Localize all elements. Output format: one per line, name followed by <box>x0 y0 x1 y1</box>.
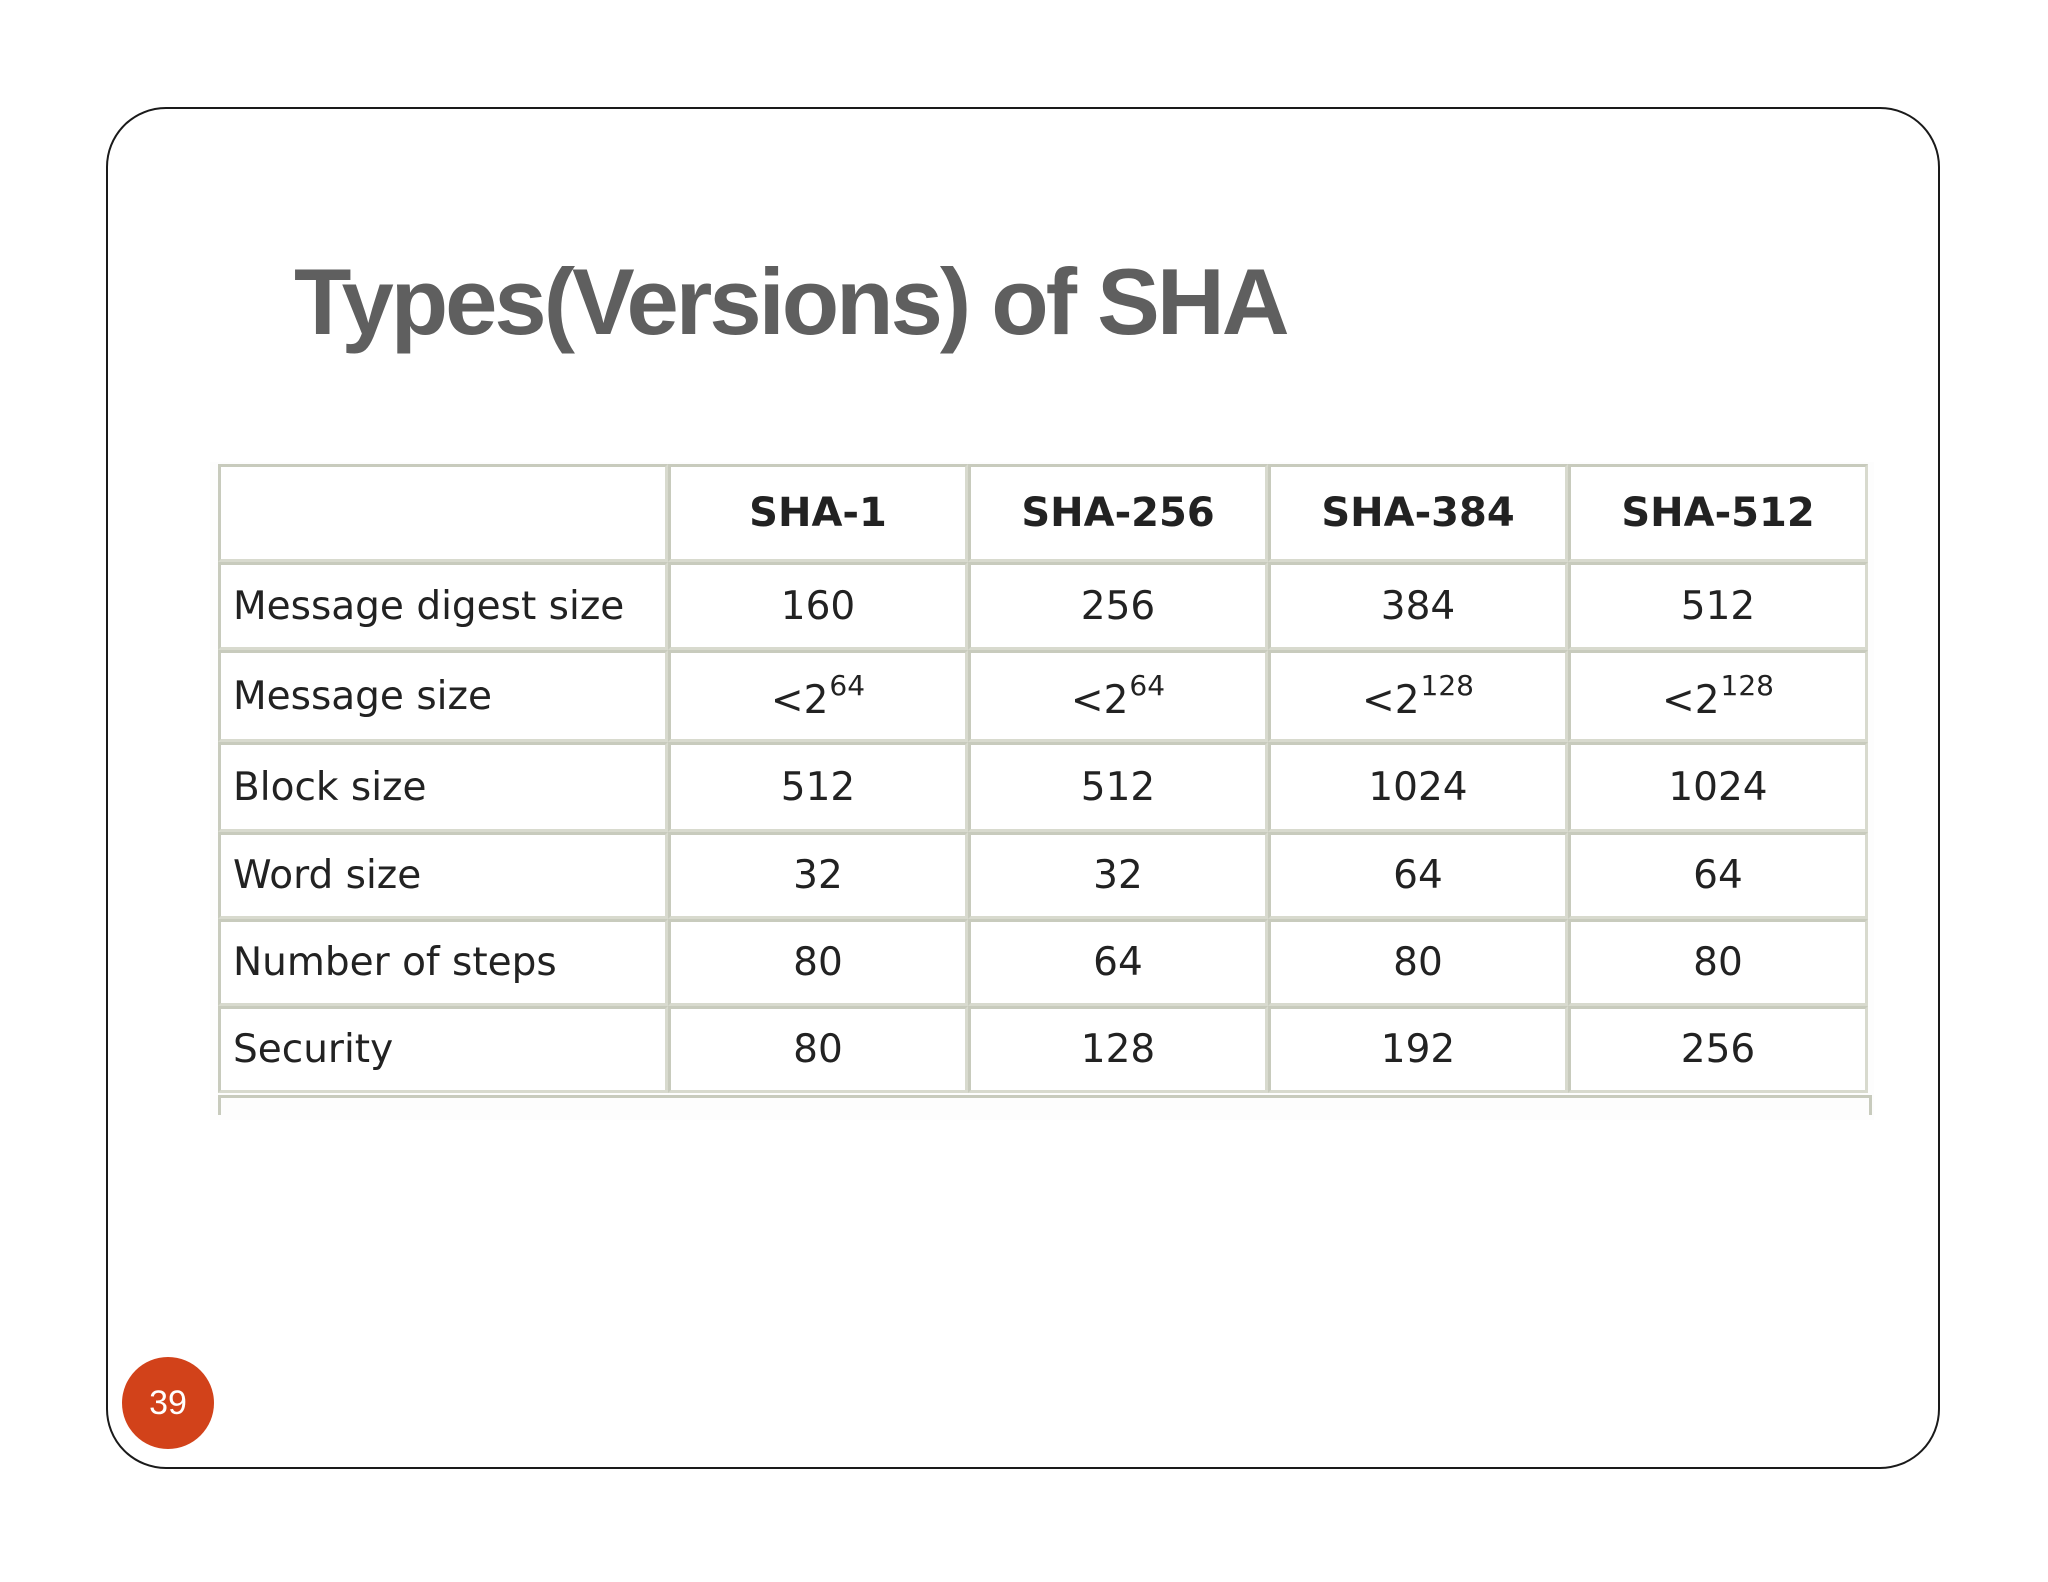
table-cell <box>968 650 1268 742</box>
table-row <box>218 742 1868 832</box>
table-cell: 256 <box>968 562 1268 650</box>
table-row <box>218 562 1868 650</box>
table-header-row <box>218 464 1868 562</box>
table-cell: 80 <box>668 919 968 1006</box>
table-cell: 80 <box>1568 919 1868 1006</box>
table-cell <box>1268 650 1568 742</box>
power-exponent: 128 <box>1420 669 1474 702</box>
table-cell: 160 <box>668 562 968 650</box>
row-label: Message digest size <box>218 562 668 650</box>
power-base: <2 <box>1662 678 1720 723</box>
page-number: 39 <box>149 1383 187 1422</box>
power-base: <2 <box>1070 678 1129 723</box>
table-cell: 512 <box>668 742 968 832</box>
table-row <box>218 650 1868 742</box>
row-label: Number of steps <box>218 919 668 1006</box>
power-exponent: 64 <box>829 669 866 702</box>
sha-comparison-table-image <box>210 462 1874 1120</box>
table-cell: 384 <box>1268 562 1568 650</box>
table-cell <box>1568 650 1868 742</box>
table-cell: 1024 <box>1568 742 1868 832</box>
header-cell-empty <box>218 464 668 562</box>
row-label: Security <box>218 1006 668 1093</box>
power-exponent: 64 <box>1129 669 1166 702</box>
table-cell: 32 <box>668 832 968 919</box>
table-cell <box>668 650 968 742</box>
table-row <box>218 1006 1868 1093</box>
table-row <box>218 832 1868 919</box>
header-cell-sha-1: SHA-1 <box>668 464 968 562</box>
table-cell: 80 <box>1268 919 1568 1006</box>
header-cell-sha-512: SHA-512 <box>1568 464 1868 562</box>
table-cell: 192 <box>1268 1006 1568 1093</box>
row-label: Message size <box>218 650 668 742</box>
table-row <box>218 919 1868 1006</box>
table-cell: 32 <box>968 832 1268 919</box>
table-cell: 64 <box>1568 832 1868 919</box>
sha-comparison-table <box>218 464 1868 1093</box>
table-cell: 64 <box>1268 832 1568 919</box>
power-base: <2 <box>770 678 829 723</box>
table-cell: 128 <box>968 1006 1268 1093</box>
power-exponent: 128 <box>1720 669 1774 702</box>
table-bottom-edge <box>218 1095 1872 1115</box>
table-cell: 256 <box>1568 1006 1868 1093</box>
header-cell-sha-384: SHA-384 <box>1268 464 1568 562</box>
table-cell: 80 <box>668 1006 968 1093</box>
page-number-badge <box>122 1357 214 1449</box>
header-cell-sha-256: SHA-256 <box>968 464 1268 562</box>
power-base: <2 <box>1362 678 1420 723</box>
table-cell: 64 <box>968 919 1268 1006</box>
slide-title: Types(Versions) of SHA <box>294 249 1287 354</box>
table-cell: 1024 <box>1268 742 1568 832</box>
row-label: Block size <box>218 742 668 832</box>
row-label: Word size <box>218 832 668 919</box>
table-cell: 512 <box>1568 562 1868 650</box>
table-cell: 512 <box>968 742 1268 832</box>
